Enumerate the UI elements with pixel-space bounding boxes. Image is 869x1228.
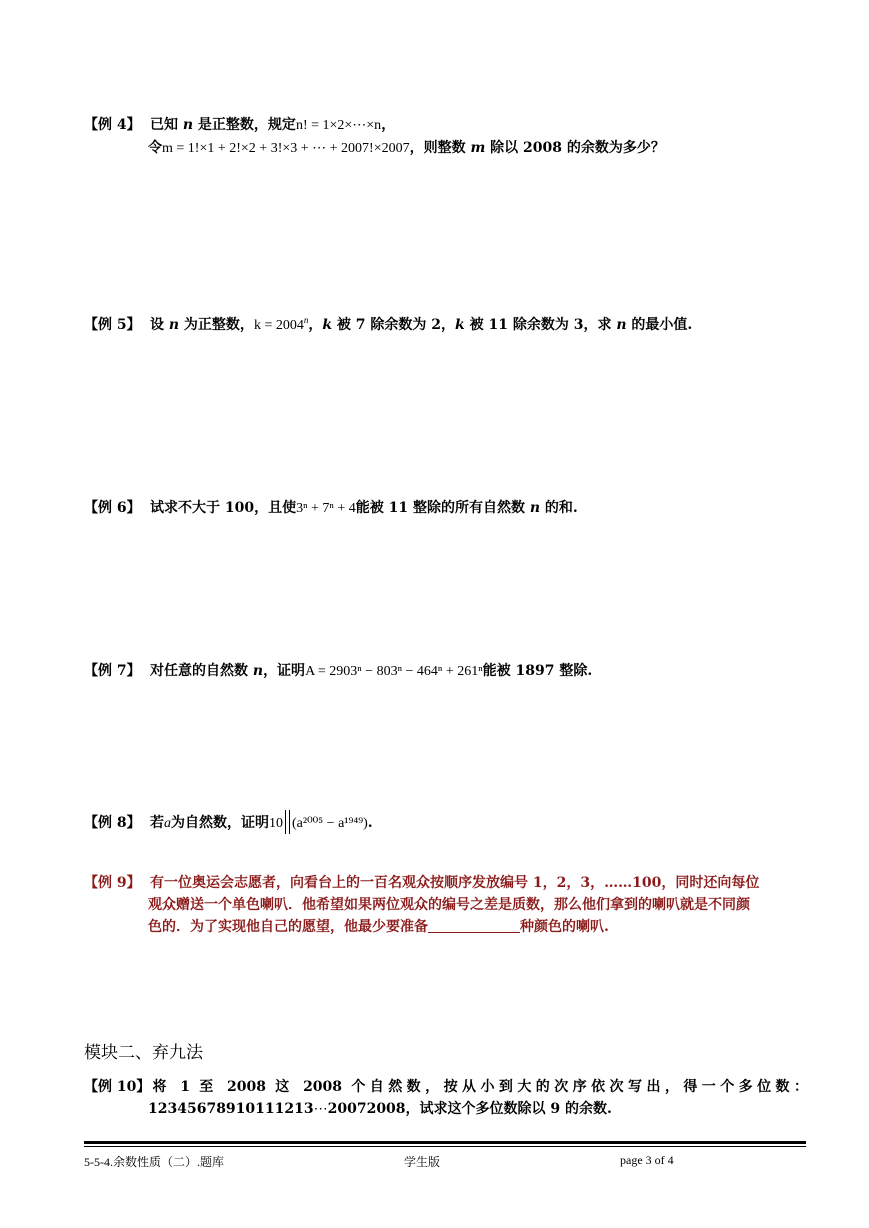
divides-symbol [285, 810, 290, 834]
problem-tag: 【例 6】 [84, 500, 141, 516]
problem-tag: 【例 9】 [84, 875, 141, 891]
a-formula: A = 2903ⁿ − 803ⁿ − 464ⁿ + 261ⁿ [305, 664, 483, 679]
footer-rule-thick [84, 1141, 806, 1144]
problem-tag: 【例 8】 [84, 815, 141, 831]
problem-tag: 【例 4】 [84, 117, 141, 133]
divisibility-formula: 10 (a²⁰⁰⁵ − a¹⁹⁴⁹) [269, 816, 368, 831]
problem-5: 【例 5】 设 n 为正整数，$k = 2004^n$，k 被 7 除余数为 2，k 被 11 除余数为 3，求 n 的最小值. [84, 314, 808, 337]
problem-4: 【例 4】 已知 n 是正整数，规定n! = 1×2×⋯×n， 令m = 1!×1 + 2!×2 + 3!×3 + ⋯ + 2007!×2007，则整数 m 除以 2008 的余数为多少？ [84, 114, 808, 160]
footer-left: 5-5-4.余数性质（二）.题库 [84, 1155, 224, 1169]
problem-tag: 【例 5】 [84, 317, 141, 333]
problem-8: 【例 8】 若a为自然数，证明10 (a²⁰⁰⁵ − a¹⁹⁴⁹). [84, 810, 808, 835]
footer-rule-thin [84, 1146, 806, 1147]
footer-right: page 3 of 4 [620, 1153, 674, 1167]
factorial-definition: n! = 1×2×⋯×n [295, 118, 382, 133]
problem-10: 【例 10】将 1 至 2008 这 2008 个自然数，按从小到大的次序依次写出，得一个多位数： 12345678910111213⋯20072008，试求这个多位数除以 9 的余数. [84, 1076, 808, 1121]
problem-6: 【例 6】 试求不大于 100，且使3ⁿ + 7ⁿ + 4能被 11 整除的所有自然数 n 的和. [84, 497, 808, 520]
footer-center: 学生版 [404, 1155, 441, 1169]
problem-9: 【例 9】 有一位奥运会志愿者，向看台上的一百名观众按顺序发放编号 1，2，3，……100，同时还向每位 观众赠送一个单色喇叭．他希望如果两位观众的编号之差是质数，那么他们拿到的喇叭就是不同颜 色的．为了实现他自己的愿望，他最少要准备 种颜色的喇叭. [84, 872, 808, 938]
power-sum-formula: 3ⁿ + 7ⁿ + 4 [296, 501, 356, 516]
problem-tag: 【例 7】 [84, 663, 141, 679]
sum-formula: m = 1!×1 + 2!×2 + 3!×3 + ⋯ + 2007!×2007 [162, 141, 410, 156]
k-formula: $k = 2004^n$ [253, 315, 309, 333]
section-title: 模块二、弃九法 [84, 1043, 203, 1063]
answer-blank [428, 918, 520, 933]
problem-7: 【例 7】 对任意的自然数 n，证明A = 2903ⁿ − 803ⁿ − 464ⁿ + 261ⁿ能被 1897 整除. [84, 660, 808, 683]
problem-tag: 【例 10】 [84, 1079, 151, 1095]
